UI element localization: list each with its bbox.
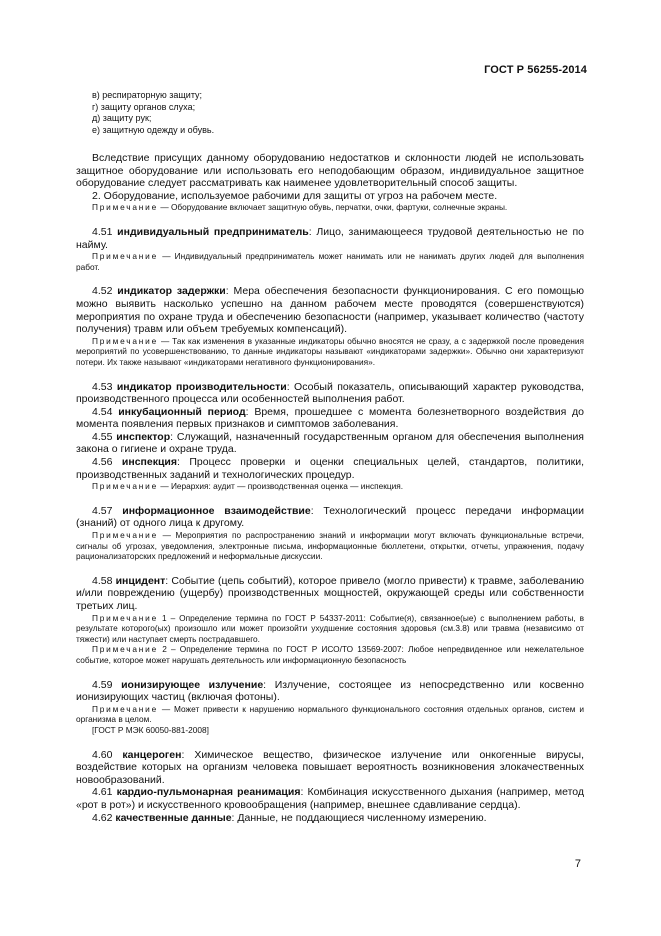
note: Примечание — Индивидуальный предприниматель может нанимать или не нанимать других людей для выполнения работ.	[76, 251, 584, 272]
document-header: ГОСТ Р 56255-2014	[484, 64, 587, 76]
term-4-57: 4.57 информационное взаимодействие: Технологический процесс передачи информации (знаний) от одного лица к другому.	[76, 504, 584, 530]
note: Примечание 1 – Определение термина по ГОСТ Р 54337-2011: Событие(я), связанное(ые) с выполнением работы, в результате которого(ых) произошло или может произойти ухудшение состояния здоровья (см.3.8) или травма (независимо от тяжести) или наступает смерть пострадавшего.	[76, 612, 584, 644]
note: Примечание — Мероприятия по распространению знаний и информации могут включать функциональные встречи, сигналы об угрозах, уведомления, электронные письма, информационные бюллетени, открытки, отчеты, упражнения, подачу рационализаторских предложений и неформальные дискуссии.	[76, 530, 584, 562]
term-4-55: 4.55 инспектор: Служащий, назначенный государственным органом для обеспечения выполнения закона о гигиене и охране труда.	[76, 430, 584, 456]
term-4-51: 4.51 индивидуальный предприниматель: Лицо, занимающееся трудовой деятельностью не по найму.	[76, 225, 585, 251]
term-title: инспектор	[116, 430, 171, 443]
term-4-62: 4.62 качественные данные: Данные, не поддающиеся численному измерению.	[92, 811, 487, 824]
reference: [ГОСТ Р МЭК 60050-881-2008]	[92, 724, 209, 735]
term-title: индивидуальный предприниматель	[117, 225, 309, 238]
note: Примечание — Может привести к нарушению нормального функционального состояния отдельных органов, систем и организма в целом.	[76, 703, 584, 725]
term-4-61: 4.61 кардио-пульмонарная реанимация: Комбинация искусственного дыхания (например, метод «рот в рот») и искусственного кровообращения (например, внешнее сдавливание сердца).	[76, 786, 584, 811]
note-label: Примечание	[92, 202, 159, 213]
note: Примечание — Так как изменения в указанные индикаторы обычно вносятся не сразу, а с задержкой после проведения мероприятий по усовершенствованию, то данные индикаторы называют «индикаторами задержки». Обычно они характеризуют потери. Их также называют «индикаторами негативного функционирования».	[76, 335, 584, 367]
term-title: инкубационный период	[118, 405, 246, 418]
list-item: е) защитную одежду и обувь.	[92, 124, 215, 135]
term-title: качественные данные	[115, 811, 232, 824]
term-4-54: 4.54 инкубационный период: Время, прошедшее с момента болезнетворного воздействия до момента появления первых признаков и симптомов заболевания.	[76, 405, 585, 431]
note: Примечание 2 – Определение термина по ГОСТ Р ИСО/ТО 13569-2007: Любое непредвиденное или нежелательное событие, которое может нарушать деятельность или информационную безопасность	[76, 644, 584, 665]
term-4-52: 4.52 индикатор задержки: Мера обеспечения безопасности функционирования. С его помощью можно выявить насколько успешно на данном рабочем месте проводятся (совершенствуются) мероприятия по охране труда и обеспечению безопасности (например, указывает количество (частоту получения) травм или объем требуемых компенсаций).	[76, 285, 584, 336]
term-4-53: 4.53 индикатор производительности: Особый показатель, описывающий характер руководства, производственного процесса или особенностей выполнения работ.	[76, 380, 584, 406]
term-4-59: 4.59 ионизирующее излучение: Излучение, состоящее из непосредственно или косвенно ионизирующих частиц (включая фотоны).	[76, 678, 584, 704]
list-item: в) респираторную защиту;	[92, 90, 203, 100]
page-number: 7	[574, 858, 581, 870]
paragraph-intro: Вследствие присущих данному оборудованию недостатков и склонности людей не использовать защитное оборудование или использовать его неподобающим образом, индивидуальное защитное оборудование следует рассматривать как наименее удовлетворительный способ защиты.	[76, 152, 584, 190]
term-title: инспекция	[121, 456, 178, 469]
note: Примечание — Оборудование включает защитную обувь, перчатки, очки, фартуки, солнечные экраны.	[92, 202, 508, 213]
term-title: кардио-пульмонарная реанимация	[116, 786, 301, 799]
term-title: индикатор производительности	[116, 380, 287, 393]
term-title: канцероген	[122, 748, 182, 761]
note: Примечание — Иерархия: аудит — производственная оценка — инспекция.	[92, 481, 404, 492]
term-4-56: 4.56 инспекция: Процесс проверки и оценки специальных целей, стандартов, политики, производственных заданий и технологических процедур.	[76, 456, 584, 481]
list-item: д) защиту рук;	[92, 113, 152, 123]
protection-list	[76, 90, 584, 136]
term-4-58: 4.58 инцидент: Событие (цепь событий), которое привело (могло привести) к травме, заболеванию и/или повреждению (ущербу) производственных мощностей, окружающей среды или собственности третьих лиц.	[76, 574, 584, 612]
term-4-60: 4.60 канцероген: Химическое вещество, физическое излучение или онкогенные вирусы, воздействие которых на организм человека повышает вероятность возникновения злокачественных новообразований.	[76, 748, 585, 786]
term-title: ионизирующее излучение	[121, 678, 264, 691]
page-content	[76, 90, 584, 824]
term-title: инцидент	[115, 574, 166, 587]
list-item: г) защиту органов слуха;	[92, 101, 196, 112]
term-title: индикатор задержки	[117, 285, 226, 298]
term-title: информационное взаимодействие	[122, 504, 311, 517]
paragraph-2: 2. Оборудование, используемое рабочими для защиты от угроз на рабочем месте.	[92, 189, 498, 202]
